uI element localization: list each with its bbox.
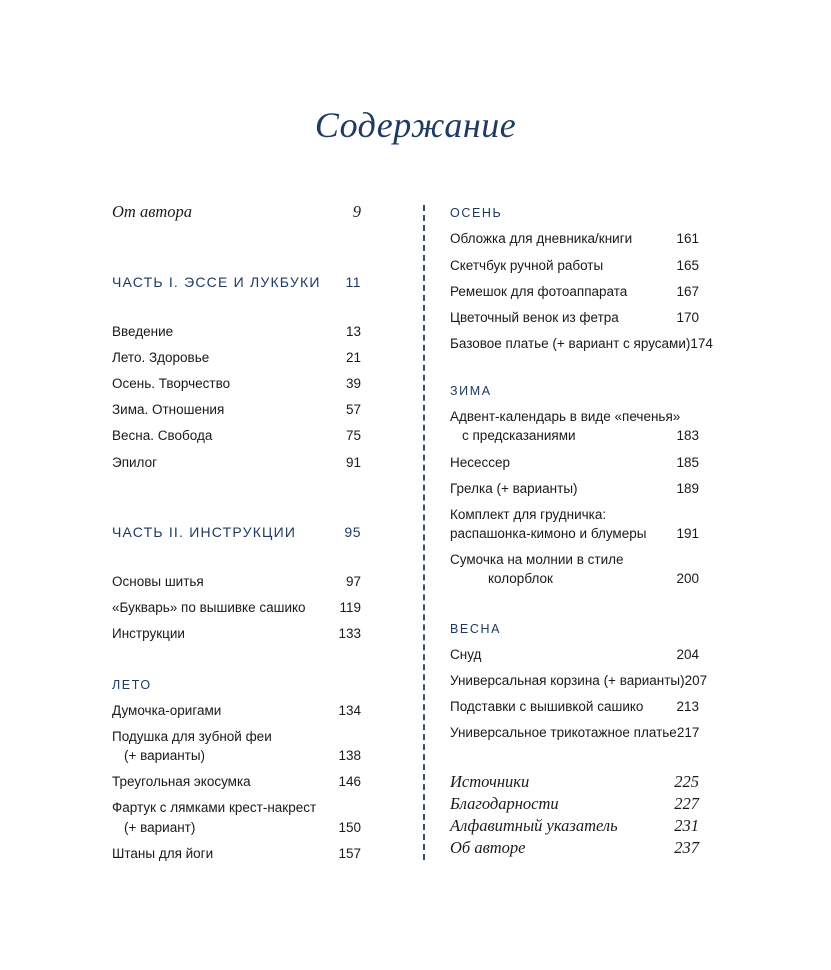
toc-entry[interactable] (112, 350, 361, 365)
toc-entry[interactable] (112, 574, 361, 589)
toc-label: Думочка-оригами (112, 703, 222, 718)
toc-page: 119 (339, 600, 361, 615)
toc-entry-back-matter[interactable] (450, 816, 699, 836)
toc-label: Цветочный венок из фетра (450, 310, 619, 325)
toc-label: Универсальное трикотажное платье (450, 725, 677, 740)
toc-page: 138 (338, 748, 361, 763)
toc-page: 174 (690, 336, 713, 351)
toc-entry[interactable] (450, 673, 708, 688)
toc-label: Ремешок для фотоаппарата (450, 284, 628, 299)
toc-entry[interactable] (450, 647, 699, 662)
toc-label: Введение (112, 324, 174, 339)
toc-page: 207 (684, 673, 708, 688)
toc-label: Благодарности (450, 794, 559, 813)
toc-entry[interactable] (450, 336, 713, 351)
toc-entry[interactable] (112, 703, 361, 718)
toc-entry-back-matter[interactable] (450, 794, 699, 814)
toc-label: Подушка для зубной феи (112, 729, 272, 744)
toc-page: 57 (345, 402, 361, 417)
toc-entry[interactable] (450, 455, 699, 470)
toc-label: Весна. Свобода (112, 428, 213, 443)
toc-page: 150 (338, 820, 361, 835)
toc-label: Скетчбук ручной работы (450, 258, 604, 273)
toc-label: Об авторе (450, 838, 526, 857)
toc-page: 161 (676, 231, 699, 246)
toc-page: 167 (676, 284, 699, 299)
toc-page: 170 (676, 310, 699, 325)
toc-label: Снуд (450, 647, 482, 662)
toc-label-line2: (+ вариант) (124, 820, 196, 835)
toc-label: Источники (450, 772, 530, 791)
toc-entry[interactable] (112, 455, 361, 470)
toc-entry[interactable] (112, 800, 361, 815)
section-heading-autumn: ОСЕНЬ (450, 206, 503, 220)
toc-label-line2: распашонка-кимоно и блумеры (450, 526, 647, 541)
toc-part-2[interactable] (112, 524, 361, 540)
toc-entry-back-matter[interactable] (450, 772, 699, 792)
toc-page: 157 (338, 846, 361, 861)
toc-label-line2: с предсказаниями (462, 428, 576, 443)
toc-label: Подставки с вышивкой сашико (450, 699, 644, 714)
toc-entry-author[interactable] (112, 202, 361, 222)
toc-entry-continued[interactable] (112, 820, 361, 835)
part-page: 95 (344, 524, 361, 540)
toc-label: Универсальная корзина (+ варианты) (450, 673, 685, 688)
toc-label: Основы шитья (112, 574, 204, 589)
toc-entry[interactable] (112, 729, 361, 744)
toc-entry[interactable] (112, 324, 361, 339)
toc-part-1[interactable] (112, 274, 361, 290)
toc-entry[interactable] (112, 846, 361, 861)
column-divider (423, 205, 425, 860)
toc-entry[interactable] (450, 258, 699, 273)
section-heading-spring: ВЕСНА (450, 622, 502, 636)
toc-entry-continued[interactable] (112, 748, 361, 763)
toc-page: 185 (676, 455, 699, 470)
toc-entry-continued[interactable] (450, 571, 699, 586)
toc-entry[interactable] (112, 774, 361, 789)
toc-label: Треугольная экосумка (112, 774, 251, 789)
toc-page: 133 (338, 626, 361, 641)
toc-page: 231 (674, 816, 699, 835)
toc-label: Адвент-календарь в виде «печенья» (450, 409, 681, 424)
toc-label-line2: (+ варианты) (124, 748, 206, 763)
toc-label: Комплект для грудничка: (450, 507, 607, 522)
toc-label: Алфавитный указатель (450, 816, 618, 835)
toc-page: 75 (345, 428, 361, 443)
toc-page: 217 (676, 725, 700, 740)
toc-page: 39 (345, 376, 361, 391)
page-title: Содержание (314, 105, 517, 145)
toc-page: 134 (338, 703, 361, 718)
toc-entry[interactable] (450, 284, 699, 299)
toc-label: Штаны для йоги (112, 846, 214, 861)
toc-label: Лето. Здоровье (112, 350, 210, 365)
toc-entry[interactable] (112, 626, 361, 641)
part-label: ЧАСТЬ II. ИНСТРУКЦИИ (112, 524, 297, 540)
toc-page: 9 (352, 202, 361, 221)
part-page: 11 (345, 274, 361, 290)
toc-page: 213 (676, 699, 699, 714)
toc-page: 91 (345, 455, 361, 470)
toc-label-line2: колорблок (488, 571, 553, 586)
toc-page: 200 (676, 571, 699, 586)
toc-entry-back-matter[interactable] (450, 838, 699, 858)
toc-entry[interactable] (450, 552, 699, 567)
toc-entry[interactable] (112, 402, 361, 417)
section-heading-summer: ЛЕТО (112, 678, 152, 692)
toc-page: 227 (674, 794, 699, 813)
toc-label: От автора (112, 202, 193, 221)
toc-page: 146 (338, 774, 361, 789)
part-label: ЧАСТЬ I. ЭССЕ И ЛУКБУКИ (112, 274, 321, 290)
toc-label: Обложка для дневника/книги (450, 231, 633, 246)
toc-entry[interactable] (450, 231, 699, 246)
toc-page: 183 (676, 428, 699, 443)
toc-page: 97 (345, 574, 361, 589)
toc-page: 165 (676, 258, 699, 273)
toc-label: Несессер (450, 455, 511, 470)
toc-entry-continued[interactable] (450, 526, 699, 541)
toc-label: Эпилог (112, 455, 158, 470)
section-heading-winter: ЗИМА (450, 384, 492, 398)
toc-label: Осень. Творчество (112, 376, 231, 391)
toc-entry[interactable] (112, 428, 361, 443)
toc-page: 189 (676, 481, 699, 496)
toc-entry[interactable] (450, 409, 699, 424)
toc-entry[interactable] (450, 310, 699, 325)
toc-entry[interactable] (450, 481, 699, 496)
toc-page: 191 (676, 526, 699, 541)
toc-label: Грелка (+ варианты) (450, 481, 578, 496)
toc-page: 237 (674, 838, 699, 857)
toc-page: 204 (676, 647, 699, 662)
toc-entry-continued[interactable] (450, 428, 699, 443)
toc-page: 21 (345, 350, 361, 365)
toc-entry[interactable] (112, 376, 361, 391)
toc-label: Сумочка на молнии в стиле (450, 552, 624, 567)
toc-page: 13 (345, 324, 361, 339)
toc-label: Зима. Отношения (112, 402, 225, 417)
toc-page: 225 (674, 772, 699, 791)
toc-label: «Букварь» по вышивке сашико (112, 600, 306, 615)
toc-entry[interactable] (450, 725, 699, 740)
toc-entry[interactable] (450, 507, 699, 522)
toc-label: Фартук с лямками крест-накрест (112, 800, 317, 815)
toc-entry[interactable] (112, 600, 361, 615)
toc-label: Инструкции (112, 626, 185, 641)
toc-label: Базовое платье (+ вариант с ярусами) (450, 336, 691, 351)
toc-entry[interactable] (450, 699, 699, 714)
